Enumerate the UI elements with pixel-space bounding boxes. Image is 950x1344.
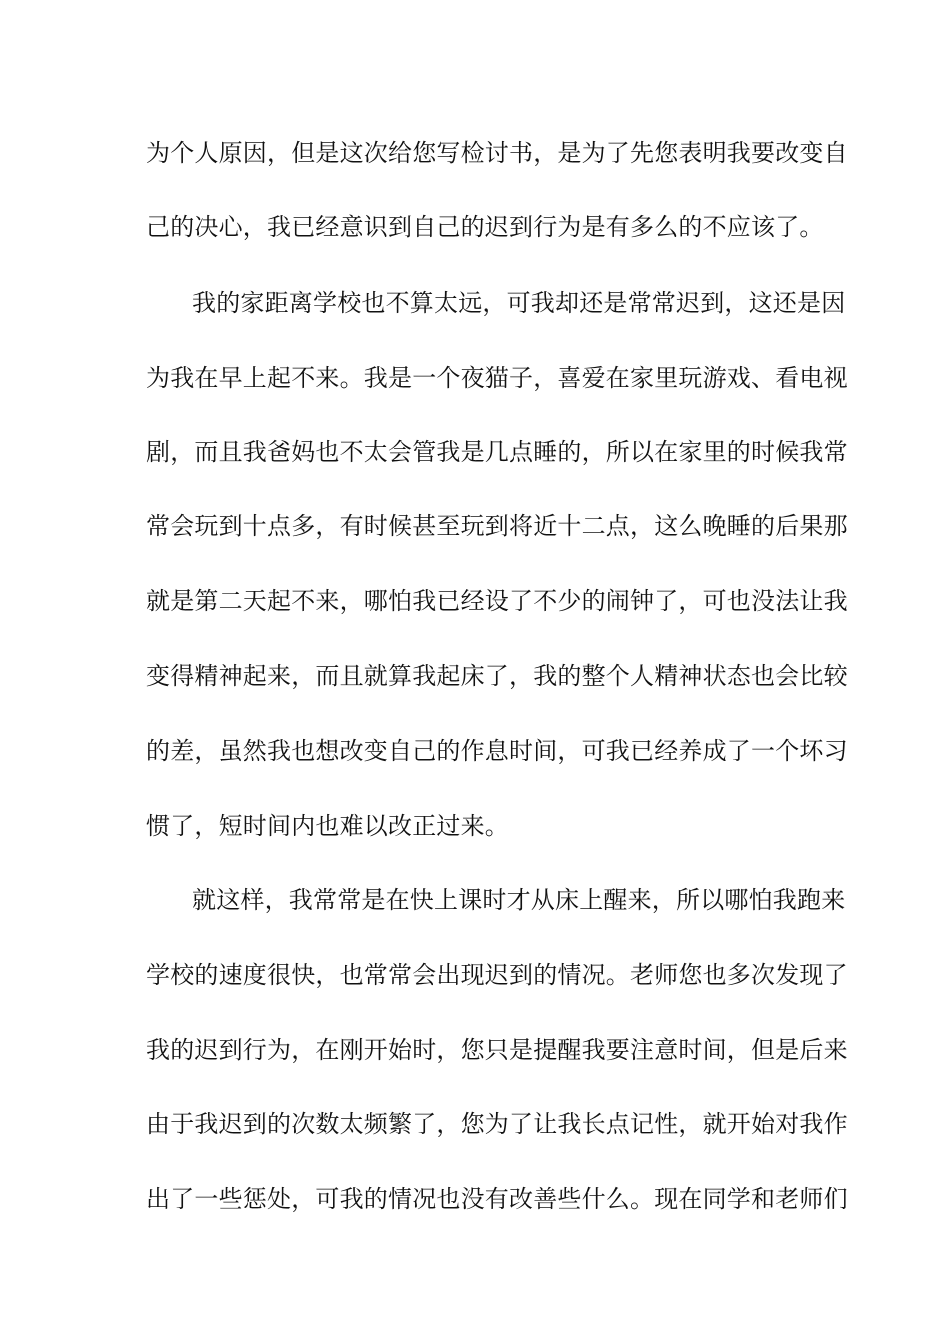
paragraph-start-line: 就这样，我常常是在快上课时才从床上醒来，所以哪怕我跑来: [192, 886, 846, 914]
text-line: 学校的速度很快，也常常会出现迟到的情况。老师您也多次发现了: [146, 961, 848, 989]
paragraph-start-line: 我的家距离学校也不算太远，可我却还是常常迟到，这还是因: [192, 289, 846, 317]
text-line: 己的决心，我已经意识到自己的迟到行为是有多么的不应该了。: [146, 213, 824, 241]
text-line: 惯了，短时间内也难以改正过来。: [146, 812, 509, 840]
text-line: 常会玩到十点多，有时候甚至玩到将近十二点，这么晚睡的后果那: [146, 512, 848, 540]
text-line: 为我在早上起不来。我是一个夜猫子，喜爱在家里玩游戏、看电视: [146, 364, 848, 392]
text-line: 的差，虽然我也想改变自己的作息时间，可我已经养成了一个坏习: [146, 737, 848, 765]
text-line: 出了一些惩处，可我的情况也没有改善些什么。现在同学和老师们: [146, 1185, 848, 1213]
text-line: 剧，而且我爸妈也不太会管我是几点睡的，所以在家里的时候我常: [146, 438, 848, 466]
text-line: 为个人原因，但是这次给您写检讨书，是为了先您表明我要改变自: [146, 139, 848, 167]
text-line: 变得精神起来，而且就算我起床了，我的整个人精神状态也会比较: [146, 662, 848, 690]
text-line: 由于我迟到的次数太频繁了，您为了让我长点记性，就开始对我作: [146, 1110, 848, 1138]
text-line: 就是第二天起不来，哪怕我已经设了不少的闹钟了，可也没法让我: [146, 587, 848, 615]
text-line: 我的迟到行为，在刚开始时，您只是提醒我要注意时间，但是后来: [146, 1036, 848, 1064]
